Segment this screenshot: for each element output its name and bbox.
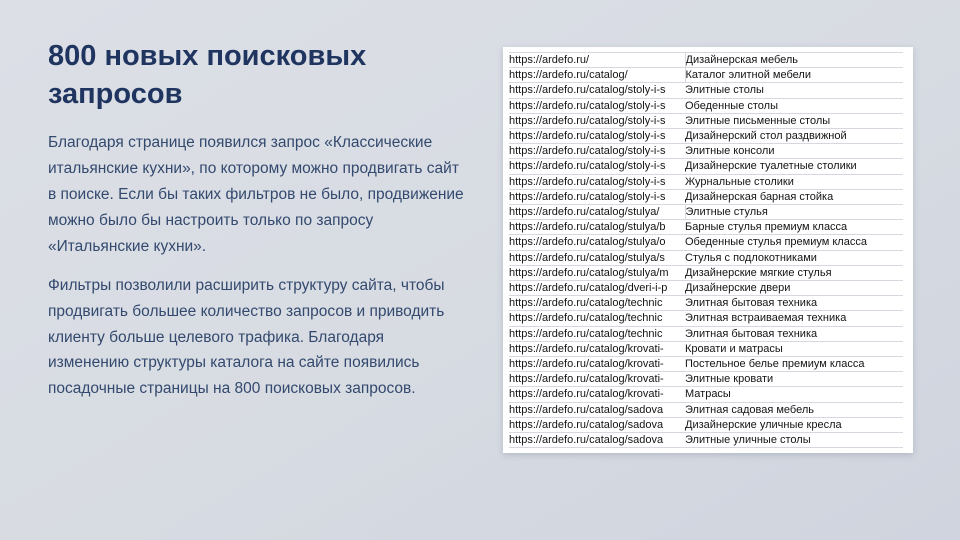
url-cell: https://ardefo.ru/catalog/krovati- (509, 388, 664, 401)
page-title-cell: Стулья с подлокотниками (685, 251, 817, 264)
url-cell: https://ardefo.ru/catalog/stoly-i-s (509, 145, 666, 158)
page-title-cell: Журнальные столики (685, 175, 794, 188)
url-cell: https://ardefo.ru/ (509, 54, 590, 66)
url-cell: https://ardefo.ru/catalog/sadova (509, 403, 664, 416)
url-cell: https://ardefo.ru/catalog/technic (509, 327, 663, 340)
page-title-cell: Дизайнерские туалетные столики (685, 160, 857, 173)
url-table-body (509, 53, 903, 448)
table-row (509, 189, 903, 204)
url-cell: https://ardefo.ru/catalog/stoly-i-s (509, 114, 666, 127)
page-title-cell: Постельное белье премиум класса (685, 358, 865, 371)
url-cell: https://ardefo.ru/catalog/ (509, 69, 628, 82)
table-row (509, 205, 903, 220)
url-cell: https://ardefo.ru/catalog/stoly-i-s (509, 130, 666, 143)
table-row (509, 402, 903, 417)
page-title-cell: Элитная садовая мебель (685, 403, 814, 416)
table-row (509, 144, 903, 159)
page-title-cell: Обеденные стулья премиум класса (685, 236, 867, 249)
paragraph-2: Фильтры позволили расширить структуру сайта, чтобы продвигать большее количество запросов и приводить клиенту больше целевого трафика. Благодаря изменению структуры каталога на сайте появились посадочные страницы на 800 поисковых запросов. (48, 276, 445, 398)
page-title-cell: Элитные столы (685, 84, 764, 97)
page-title-cell: Обеденные столы (685, 99, 778, 112)
url-cell: https://ardefo.ru/catalog/stulya/o (509, 236, 666, 249)
page-title-cell: Барные стулья премиум класса (685, 221, 848, 234)
url-cell: https://ardefo.ru/catalog/stulya/s (509, 251, 665, 264)
table-row (509, 311, 903, 326)
url-cell: https://ardefo.ru/catalog/stulya/ (509, 206, 660, 219)
table-row (509, 296, 903, 311)
table-row (509, 159, 903, 174)
page-title: 800 новых поисковых запросов (48, 40, 367, 110)
page-title-cell: Дизайнерские уличные кресла (685, 418, 842, 431)
table-row (509, 113, 903, 128)
page-title-cell: Каталог элитной мебели (685, 68, 903, 83)
url-table-card (503, 47, 913, 453)
page-title-cell: Элитные письменные столы (685, 114, 831, 127)
table-row (509, 235, 903, 250)
table-row (509, 98, 903, 113)
url-cell: https://ardefo.ru/catalog/stoly-i-s (509, 160, 666, 173)
page-title-cell: Элитная бытовая техника (685, 297, 818, 310)
page-title-cell: Дизайнерские двери (685, 282, 791, 295)
page-title-cell: Дизайнерские мягкие стулья (685, 266, 832, 279)
url-cell: https://ardefo.ru/catalog/sadova (509, 418, 664, 431)
page-title-cell: Элитные консоли (685, 145, 775, 158)
page-title-cell: Кровати и матрасы (685, 342, 783, 355)
url-cell: https://ardefo.ru/catalog/stulya/b (509, 221, 666, 234)
table-row (509, 174, 903, 189)
table-row (509, 265, 903, 280)
url-cell: https://ardefo.ru/catalog/stoly-i-s (509, 175, 666, 188)
page-title-cell: Матрасы (685, 388, 731, 401)
page-title-cell: Дизайнерская барная стойка (685, 190, 834, 203)
url-cell: https://ardefo.ru/catalog/technic (509, 312, 663, 325)
page-title-cell: Элитная бытовая техника (685, 327, 818, 340)
url-cell: https://ardefo.ru/catalog/stoly-i-s (509, 84, 666, 97)
table-row (509, 220, 903, 235)
url-cell: https://ardefo.ru/catalog/stoly-i-s (509, 190, 666, 203)
text-column (48, 38, 478, 415)
table-row (509, 433, 903, 448)
url-cell: https://ardefo.ru/catalog/sadova (509, 434, 664, 447)
url-cell: https://ardefo.ru/catalog/krovati- (509, 342, 664, 355)
table-row (509, 281, 903, 296)
table-row (509, 387, 903, 402)
url-cell: https://ardefo.ru/catalog/krovati- (509, 358, 664, 371)
url-cell: https://ardefo.ru/catalog/dveri-i-p (509, 282, 668, 295)
table-row (509, 250, 903, 265)
page-title-cell: Дизайнерский стол раздвижной (685, 130, 847, 143)
table-row (509, 372, 903, 387)
url-cell: https://ardefo.ru/catalog/krovati- (509, 373, 664, 386)
table-row (509, 341, 903, 356)
url-table (509, 52, 903, 448)
table-row (509, 83, 903, 98)
table-row (509, 357, 903, 372)
table-row (509, 326, 903, 341)
page-title-cell: Элитная встраиваемая техника (685, 312, 847, 325)
table-row (509, 417, 903, 432)
page-title-cell: Элитные кровати (685, 373, 774, 386)
url-cell: https://ardefo.ru/catalog/stulya/m (509, 266, 669, 279)
table-row (509, 68, 903, 83)
page-title-cell: Дизайнерская мебель (685, 53, 903, 68)
url-cell: https://ardefo.ru/catalog/stoly-i-s (509, 99, 666, 112)
table-row (509, 53, 903, 68)
page-title-cell: Элитные стулья (685, 205, 903, 220)
page-title-cell: Элитные уличные столы (685, 434, 811, 447)
url-cell: https://ardefo.ru/catalog/technic (509, 297, 663, 310)
table-row (509, 129, 903, 144)
paragraph-1: Благодаря странице появился запрос «Классические итальянские кухни», по которому можно продвигать сайт в поиске. Если бы таких фильтров не было, продвижение можно было бы настроить только по запросу «Итальянские кухни». (48, 134, 464, 255)
